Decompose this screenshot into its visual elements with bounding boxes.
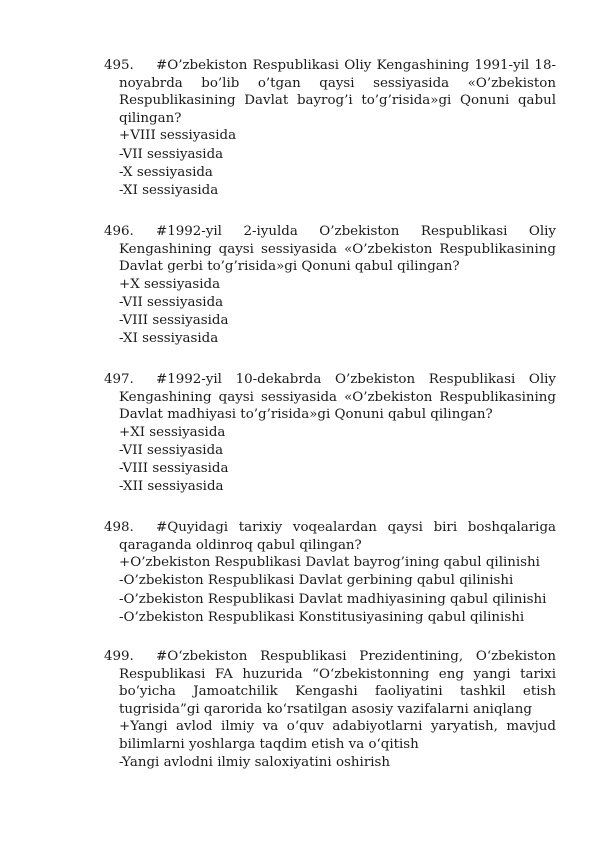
- answer-option: -VII sessiyasida: [119, 146, 224, 162]
- question-text-line: Kengashining qaysi sessiyasida «O’zbekiston Respublikasining: [119, 389, 556, 405]
- question-498: [104, 519, 556, 627]
- question-495: [104, 57, 556, 200]
- question-text-line: noyabrda bo’lib o’tgan qaysi sessiyasida «O’zbekiston: [119, 75, 556, 91]
- answer-option-correct: +Yangi avlod ilmiy va o‘quv adabiyotlarni yaryatish, mavjud: [119, 719, 556, 735]
- question-number: 495.: [104, 58, 134, 73]
- answer-option: -XII sessiyasida: [119, 479, 224, 495]
- question-first-line: 496. #1992-yil 2-iyulda O’zbekiston Respublikasi Oliy: [104, 224, 556, 239]
- question-499: [104, 648, 556, 771]
- answer-option: -VII sessiyasida: [119, 294, 224, 310]
- question-text-line: qilingan?: [119, 110, 182, 126]
- answer-option: -O’zbekiston Respublikasi Konstitusiyasining qabul qilinishi: [119, 609, 525, 625]
- answer-option: -XI sessiyasida: [119, 182, 219, 198]
- question-text-line: Respublikasining Davlat bayrog’i to’g’risida»gi Qonuni qabul: [119, 93, 556, 109]
- answer-option: -O’zbekiston Respublikasi Davlat gerbining qabul qilinishi: [119, 573, 514, 589]
- question-text-line: Davlat gerbi to’g’risida»gi Qonuni qabul qilingan?: [119, 259, 460, 275]
- question-text-line: bo‘yicha Jamoatchilik Kengashi faoliyatini tashkil etish: [119, 684, 556, 700]
- question-first-line: 499. #O‘zbekiston Respublikasi Prezidentining, O‘zbekiston: [104, 649, 556, 664]
- answer-option-continued: bilimlarni yoshlarga taqdim etish va o‘qitish: [119, 736, 419, 752]
- answer-option-correct: +XI sessiyasida: [119, 424, 226, 440]
- answer-option: -VIII sessiyasida: [119, 313, 229, 329]
- question-first-line: 495. #O’zbekiston Respublikasi Oliy Kengashining 1991-yil 18-: [104, 58, 556, 73]
- answer-option: -VIII sessiyasida: [119, 461, 229, 477]
- answer-option-correct: +O’zbekiston Respublikasi Davlat bayrog’ining qabul qilinishi: [119, 555, 540, 571]
- question-text-line: tugrisida”gi qarorida ko‘rsatilgan asosiy vazifalarni aniqlang: [119, 701, 532, 717]
- answer-option: -VII sessiyasida: [119, 442, 224, 458]
- question-text-line: Kengashining qaysi sessiyasida «O’zbekiston Respublikasining: [119, 241, 556, 257]
- question-text-line: Respublikasi FA huzurida “O‘zbekistonning eng yangi tarixi: [119, 666, 556, 682]
- answer-option: -XI sessiyasida: [119, 331, 219, 347]
- question-number: 499.: [104, 649, 134, 664]
- question-number: 496.: [104, 224, 134, 239]
- question-text-line: qaraganda oldinroq qabul qilingan?: [119, 537, 362, 553]
- question-first-line: 497. #1992-yil 10-dekabrda O’zbekiston Respublikasi Oliy: [104, 372, 556, 387]
- question-text-line: Davlat madhiyasi to’g’risida»gi Qonuni qabul qilingan?: [119, 407, 493, 423]
- answer-option: -X sessiyasida: [119, 164, 213, 180]
- question-number: 497.: [104, 372, 134, 387]
- question-496: [104, 223, 556, 349]
- answer-option-correct: +VIII sessiyasida: [119, 128, 237, 144]
- answer-option: -O’zbekiston Respublikasi Davlat madhiyasining qabul qilinishi: [119, 591, 547, 607]
- question-first-line: 498. #Quyidagi tarixiy voqealardan qaysi biri boshqalariga: [104, 520, 556, 535]
- question-number: 498.: [104, 520, 134, 535]
- answer-option: -Yangi avlodni ilmiy saloxiyatini oshirish: [119, 754, 390, 770]
- answer-option-correct: +X sessiyasida: [119, 276, 221, 292]
- question-497: [104, 371, 556, 497]
